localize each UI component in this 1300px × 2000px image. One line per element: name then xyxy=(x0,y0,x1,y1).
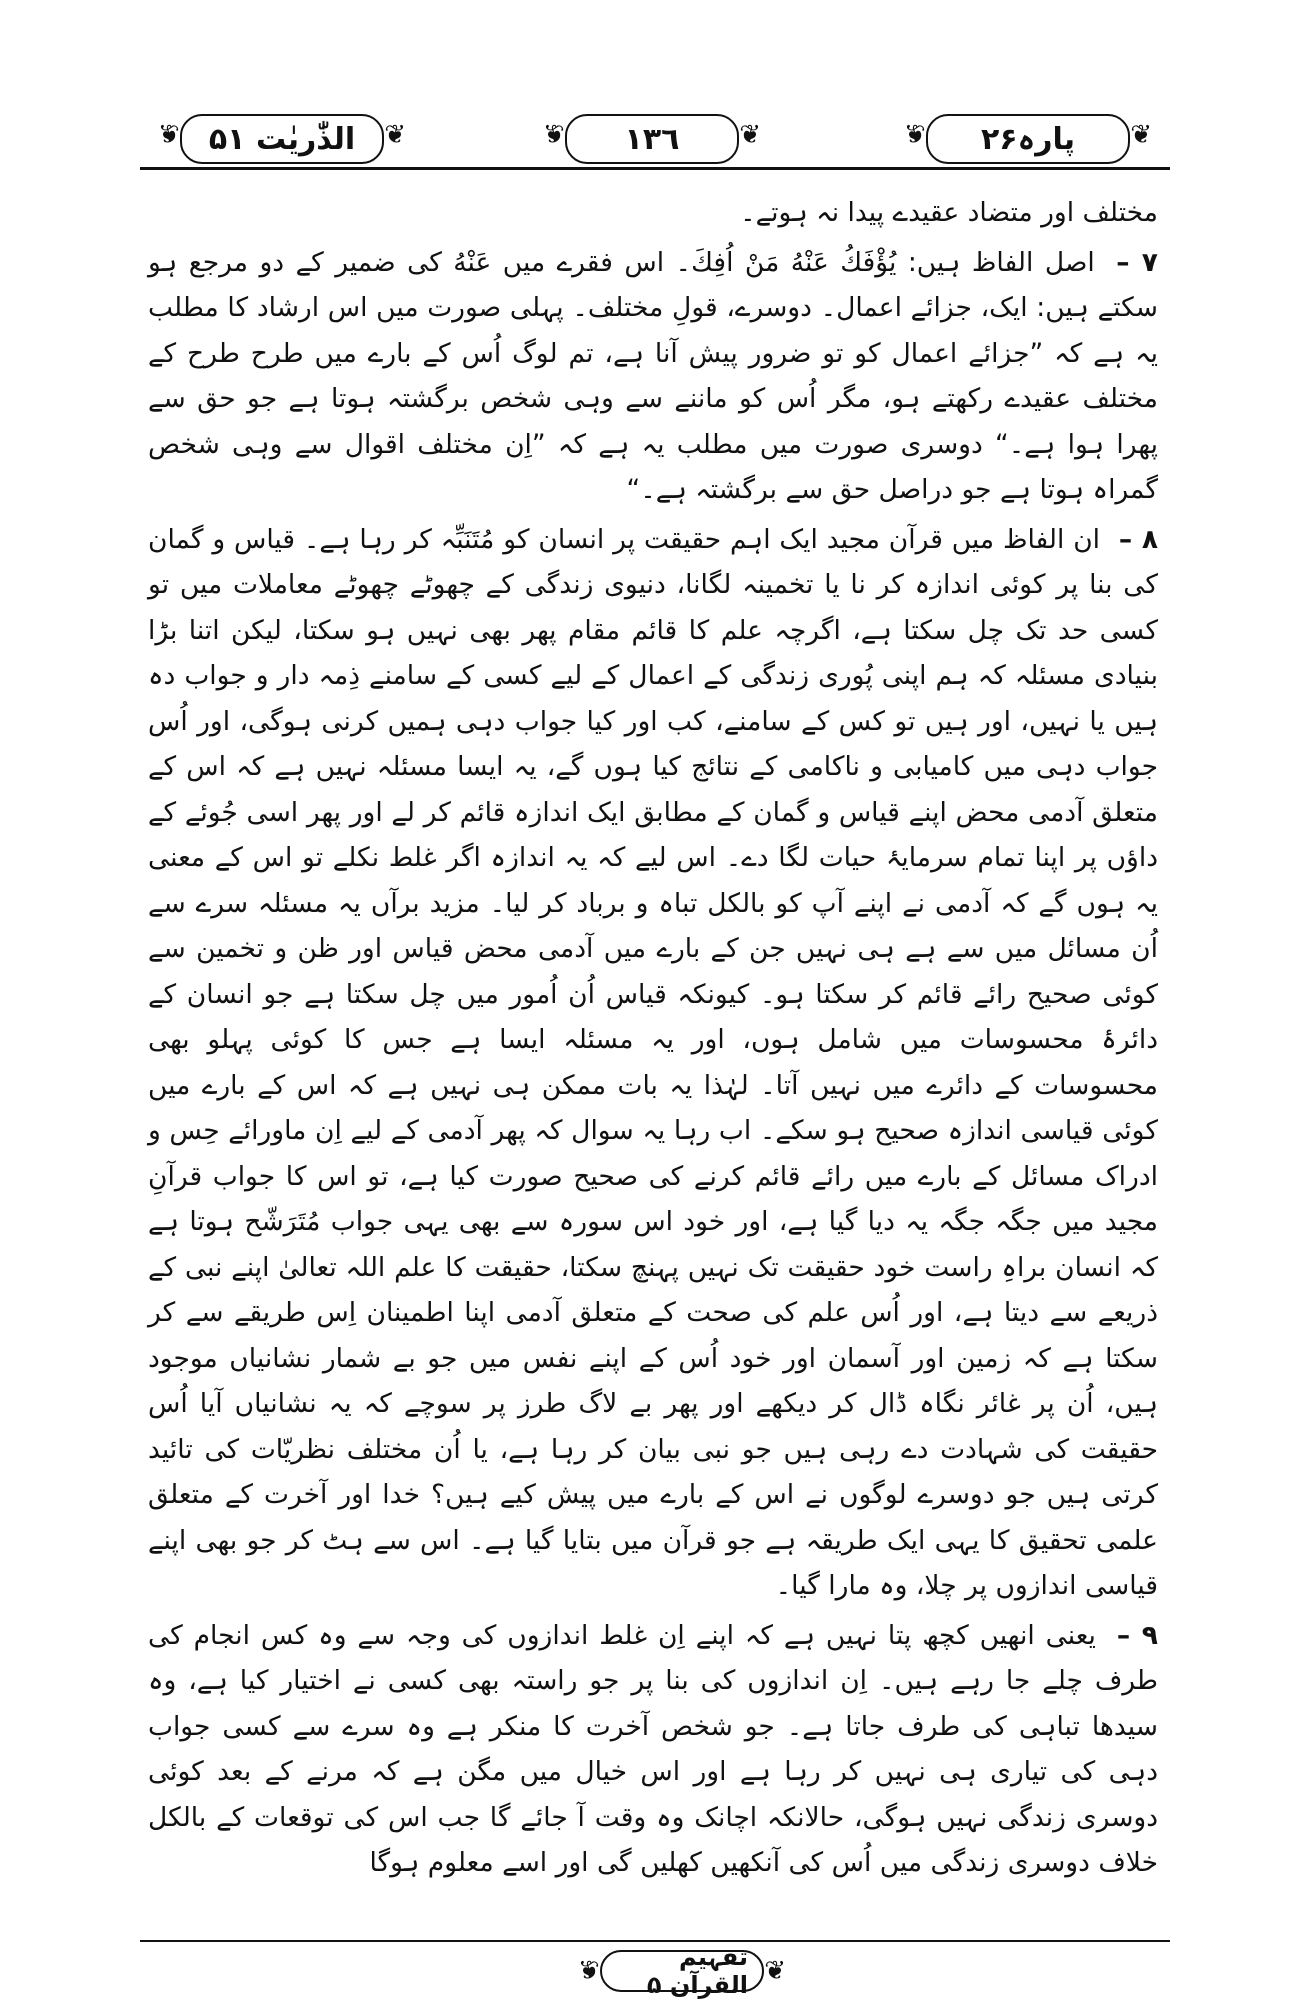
note-text: اصل الفاظ ہیں: یُؤْفَكُ عَنْهُ مَنْ اُفِكَ۔ اس فقرے میں عَنْهُ کی ضمیر کے دو مرجع ہو سکتے ہیں: ایک، جزائے اعمال۔ دوسرے، قولِ مختلف۔ پہلی صورت میں اس ارشاد کا مطلب یہ ہے کہ ”جزائے اعمال کو تو ضرور پیش آنا ہے، تم لوگ اُس کے بارے میں طرح طرح کے مختلف عقیدے رکھتے ہو، مگر اُس کو ماننے سے وہی شخص برگشتہ ہوتا ہے جو حق سے پھرا ہوا ہے۔“ دوسری صورت میں مطلب یہ ہے کہ ”اِن مختلف اقوال سے وہی شخص گمراہ ہوتا ہے جو دراصل حق سے برگشتہ ہے۔“ xyxy=(148,246,1158,505)
surah-cartouche xyxy=(180,114,384,164)
note-9 xyxy=(148,1613,1158,1886)
continuation-paragraph xyxy=(148,190,1158,236)
page-header xyxy=(140,108,1170,170)
footer-rule xyxy=(140,1940,1170,1942)
note-number: ۸ – xyxy=(1118,523,1158,555)
page-body xyxy=(148,190,1158,1886)
page-number: ❦ ١٣٦ xyxy=(624,121,680,157)
note-8 xyxy=(148,517,1158,1609)
surah-label: ❦ الذّٰریٰت ۵۱ xyxy=(208,121,356,157)
page-number-cartouche xyxy=(565,114,739,164)
book-title: ❦ تفہیم القرآن ۵ xyxy=(646,1943,748,1999)
note-number: ۹ – xyxy=(1116,1619,1158,1651)
note-text: ان الفاظ میں قرآن مجید ایک اہم حقیقت پر انسان کو مُتَنَبِّہ کر رہا ہے۔ قیاس و گمان کی بنا پر کوئی اندازہ کر نا یا تخمینہ لگانا، دنیوی زندگی کے چھوٹے چھوٹے معاملات میں تو کسی حد تک چل سکتا ہے، اگرچہ علم کا قائم مقام پھر بھی نہیں ہو سکتا، لیکن اتنا بڑا بنیادی مسئلہ کہ ہم اپنی پُوری زندگی کے اعمال کے لیے کسی کے سامنے ذِمہ دار و جواب دہ ہیں یا نہیں، اور ہیں تو کس کے سامنے، کب اور کیا جواب دہی ہمیں کرنی ہوگی، اور اُس جواب دہی میں کامیابی و ناکامی کے نتائج کیا ہوں گے، یہ ایسا مسئلہ نہیں ہے کہ اس کے متعلق آدمی محض اپنے قیاس و گمان کے مطابق ایک اندازہ قائم کر لے اور پھر اسی جُوئے کے داؤں پر اپنا تمام سرمایۂ حیات لگا دے۔ اس لیے کہ یہ اندازہ اگر غلط نکلے تو اس کے معنی یہ ہوں گے کہ آدمی نے اپنے آپ کو بالکل تباہ و برباد کر لیا۔ مزید برآں یہ مسئلہ سرے سے اُن مسائل میں سے ہے ہی نہیں جن کے بارے میں آدمی محض قیاس اور ظن و تخمین سے کوئی صحیح رائے قائم کر سکتا ہو۔ کیونکہ قیاس اُن اُمور میں چل سکتا ہے جو انسان کے دائرۂ محسوسات میں شامل ہوں، اور یہ مسئلہ ایسا ہے جس کا کوئی پہلو بھی محسوسات کے دائرے میں نہیں آتا۔ لہٰذا یہ بات ممکن ہی نہیں ہے کہ اس کے بارے میں کوئی قیاسی اندازہ صحیح ہو سکے۔ اب رہا یہ سوال کہ پھر آدمی کے لیے اِن ماورائے حِس و ادراک مسائل کے بارے میں رائے قائم کرنے کی صحیح صورت کیا ہے، تو اس کا جواب قرآنِ مجید میں جگہ جگہ یہ دیا گیا ہے، اور خود اس سورہ سے بھی یہی جواب مُتَرَشّح ہوتا ہے کہ انسان براہِ راست خود حقیقت تک نہیں پہنچ سکتا، حقیقت کا علم اللہ تعالیٰ اپنے نبی کے ذریعے سے دیتا ہے، اور اُس علم کی صحت کے متعلق آدمی اپنا اطمینان اِس طریقے سے کر سکتا ہے کہ زمین اور آسمان اور خود اُس کے اپنے نفس میں جو بے شمار نشانیاں موجود ہیں، اُن پر غائر نگاہ ڈال کر دیکھے اور پھر بے لاگ طرز پر سوچے کہ یہ نشانیاں آیا اُس حقیقت کی شہادت دے رہی ہیں جو نبی بیان کر رہا ہے، یا اُن مختلف نظریّات کی تائید کرتی ہیں جو دوسرے لوگوں نے اس کے بارے میں پیش کیے ہیں؟ خدا اور آخرت کے متعلق علمی تحقیق کا یہی ایک طریقہ ہے جو قرآن میں بتایا گیا ہے۔ اس سے ہٹ کر جو بھی اپنے قیاسی اندازوں پر چلا، وہ مارا گیا۔ xyxy=(148,523,1158,1601)
continuation-text: مختلف اور متضاد عقیدے پیدا نہ ہوتے۔ xyxy=(740,197,1158,228)
juz-label: ❦ پارہ۲۶ xyxy=(981,121,1076,157)
book-title-cartouche xyxy=(600,1943,764,1999)
page-footer xyxy=(140,1940,1170,1999)
note-7 xyxy=(148,240,1158,513)
juz-cartouche xyxy=(926,114,1130,164)
note-number: ۷ – xyxy=(1116,246,1158,278)
header-rule xyxy=(140,167,1170,170)
note-text: یعنی انھیں کچھ پتا نہیں ہے کہ اپنے اِن غلط اندازوں کی وجہ سے وہ کس انجام کی طرف چلے جا رہے ہیں۔ اِن اندازوں کی بنا پر جو راستہ بھی کسی نے اختیار کیا ہے، وہ سیدھا تباہی کی طرف جاتا ہے۔ جو شخص آخرت کا منکر ہے وہ سرے سے کسی جواب دہی کی تیاری ہی نہیں کر رہا ہے اور اس خیال میں مگن ہے کہ مرنے کے بعد کوئی دوسری زندگی نہیں ہوگی، حالانکہ اچانک وہ وقت آ جائے گا جب اس کی توقعات کے بالکل خلاف دوسری زندگی میں اُس کی آنکھیں کھلیں گی اور اسے معلوم ہوگا xyxy=(148,1619,1158,1878)
